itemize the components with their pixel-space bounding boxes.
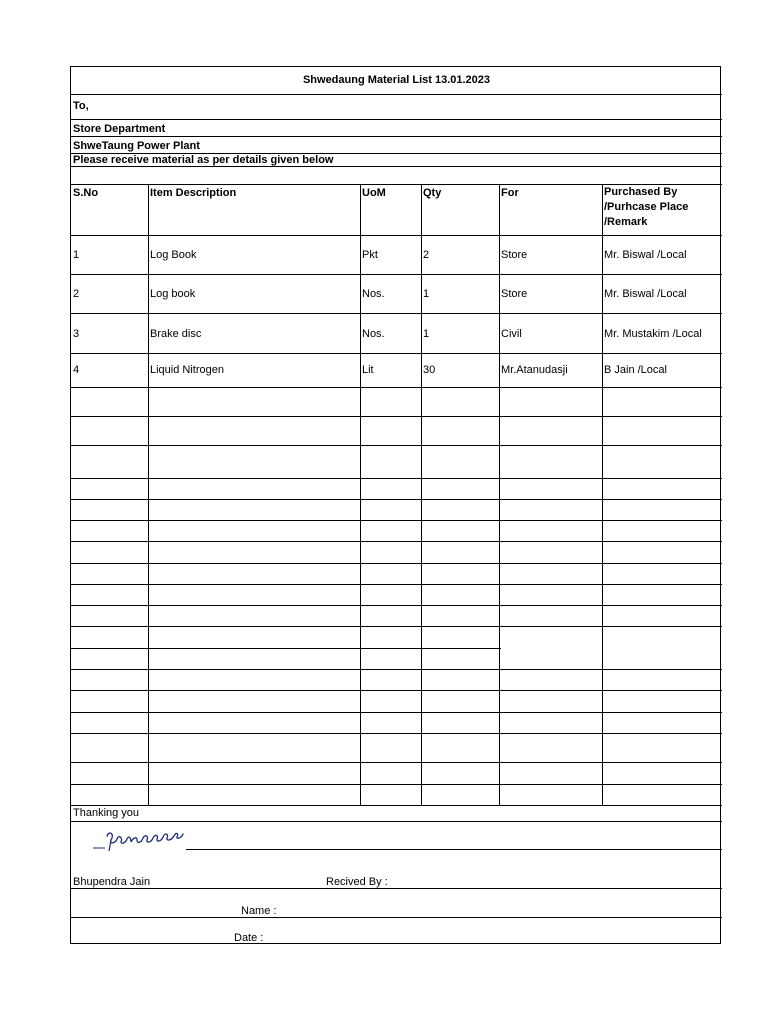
cell-purchased: Mr. Mustakim /Local: [604, 328, 702, 340]
cell-uom: Nos.: [362, 328, 385, 340]
rule: [186, 849, 722, 850]
cell-purchased: Mr. Biswal /Local: [604, 288, 687, 300]
cell-sno: 4: [73, 364, 80, 376]
cell-uom: Lit: [362, 364, 374, 376]
col-header-purchased: Purchased By: [604, 186, 678, 198]
rule: [71, 584, 722, 585]
plant-name: ShweTaung Power Plant: [73, 140, 200, 152]
signature-image: [91, 824, 191, 854]
rule: [71, 805, 722, 806]
cell-qty: 30: [423, 364, 436, 376]
cell-for: Civil: [501, 328, 522, 340]
rule: [71, 888, 722, 889]
rule: [71, 541, 722, 542]
material-list-sheet: [70, 66, 721, 944]
rule: [71, 94, 722, 95]
col-header-uom: UoM: [362, 187, 386, 199]
rule: [71, 416, 722, 417]
cell-item: Brake disc: [150, 328, 202, 340]
rule: [71, 784, 722, 785]
rule: [71, 313, 722, 314]
cell-for: Store: [501, 288, 528, 300]
column-rule: [360, 184, 361, 805]
cell-qty: 1: [423, 328, 430, 340]
rule: [71, 235, 722, 236]
rule: [71, 387, 722, 388]
column-rule: [499, 184, 500, 805]
cell-qty: 2: [423, 249, 430, 261]
rule: [71, 445, 722, 446]
rule: [71, 821, 722, 822]
rule: [71, 605, 722, 606]
col-header-purchased: /Remark: [604, 216, 648, 228]
cell-sno: 2: [73, 288, 80, 300]
cell-item: Liquid Nitrogen: [150, 364, 224, 376]
rule: [71, 712, 722, 713]
col-header-for: For: [501, 187, 519, 199]
cell-purchased: Mr. Biswal /Local: [604, 249, 687, 261]
rule: [71, 626, 722, 627]
cell-item: Log Book: [150, 249, 197, 261]
cell-uom: Nos.: [362, 288, 385, 300]
rule: [71, 690, 722, 691]
cell-uom: Pkt: [362, 249, 378, 261]
cell-for: Store: [501, 249, 528, 261]
cell-purchased: B Jain /Local: [604, 364, 667, 376]
rule: [71, 669, 722, 670]
col-header-purchased: /Purhcase Place: [604, 201, 689, 213]
department: Store Department: [73, 123, 166, 135]
date-label: Date :: [234, 932, 264, 944]
rule: [71, 136, 722, 137]
col-header-qty: Qty: [423, 187, 442, 199]
received-by-label: Recived By :: [326, 876, 388, 888]
rule: [71, 499, 722, 500]
rule: [71, 733, 722, 734]
cell-sno: 3: [73, 328, 80, 340]
cell-sno: 1: [73, 249, 80, 261]
rule: [71, 274, 722, 275]
cell-for: Mr.Atanudasji: [501, 364, 568, 376]
col-header-sno: S.No: [73, 187, 99, 199]
rule: [71, 648, 501, 649]
cell-qty: 1: [423, 288, 430, 300]
instruction: Please receive material as per details given below: [73, 154, 334, 166]
rule: [71, 563, 722, 564]
column-rule: [148, 184, 149, 805]
signer-name: Bhupendra Jain: [73, 876, 151, 888]
rule: [71, 478, 722, 479]
rule: [71, 917, 722, 918]
cell-item: Log book: [150, 288, 196, 300]
addressee-to: To,: [73, 100, 89, 112]
rule: [71, 762, 722, 763]
name-label: Name :: [241, 905, 277, 917]
rule: [71, 520, 722, 521]
col-header-item: Item Description: [150, 187, 237, 199]
thanks-note: Thanking you: [73, 807, 140, 819]
rule: [71, 119, 722, 120]
column-rule: [602, 184, 603, 805]
column-rule: [421, 184, 422, 805]
page-title: Shwedaung Material List 13.01.2023: [302, 74, 491, 86]
rule: [71, 353, 722, 354]
